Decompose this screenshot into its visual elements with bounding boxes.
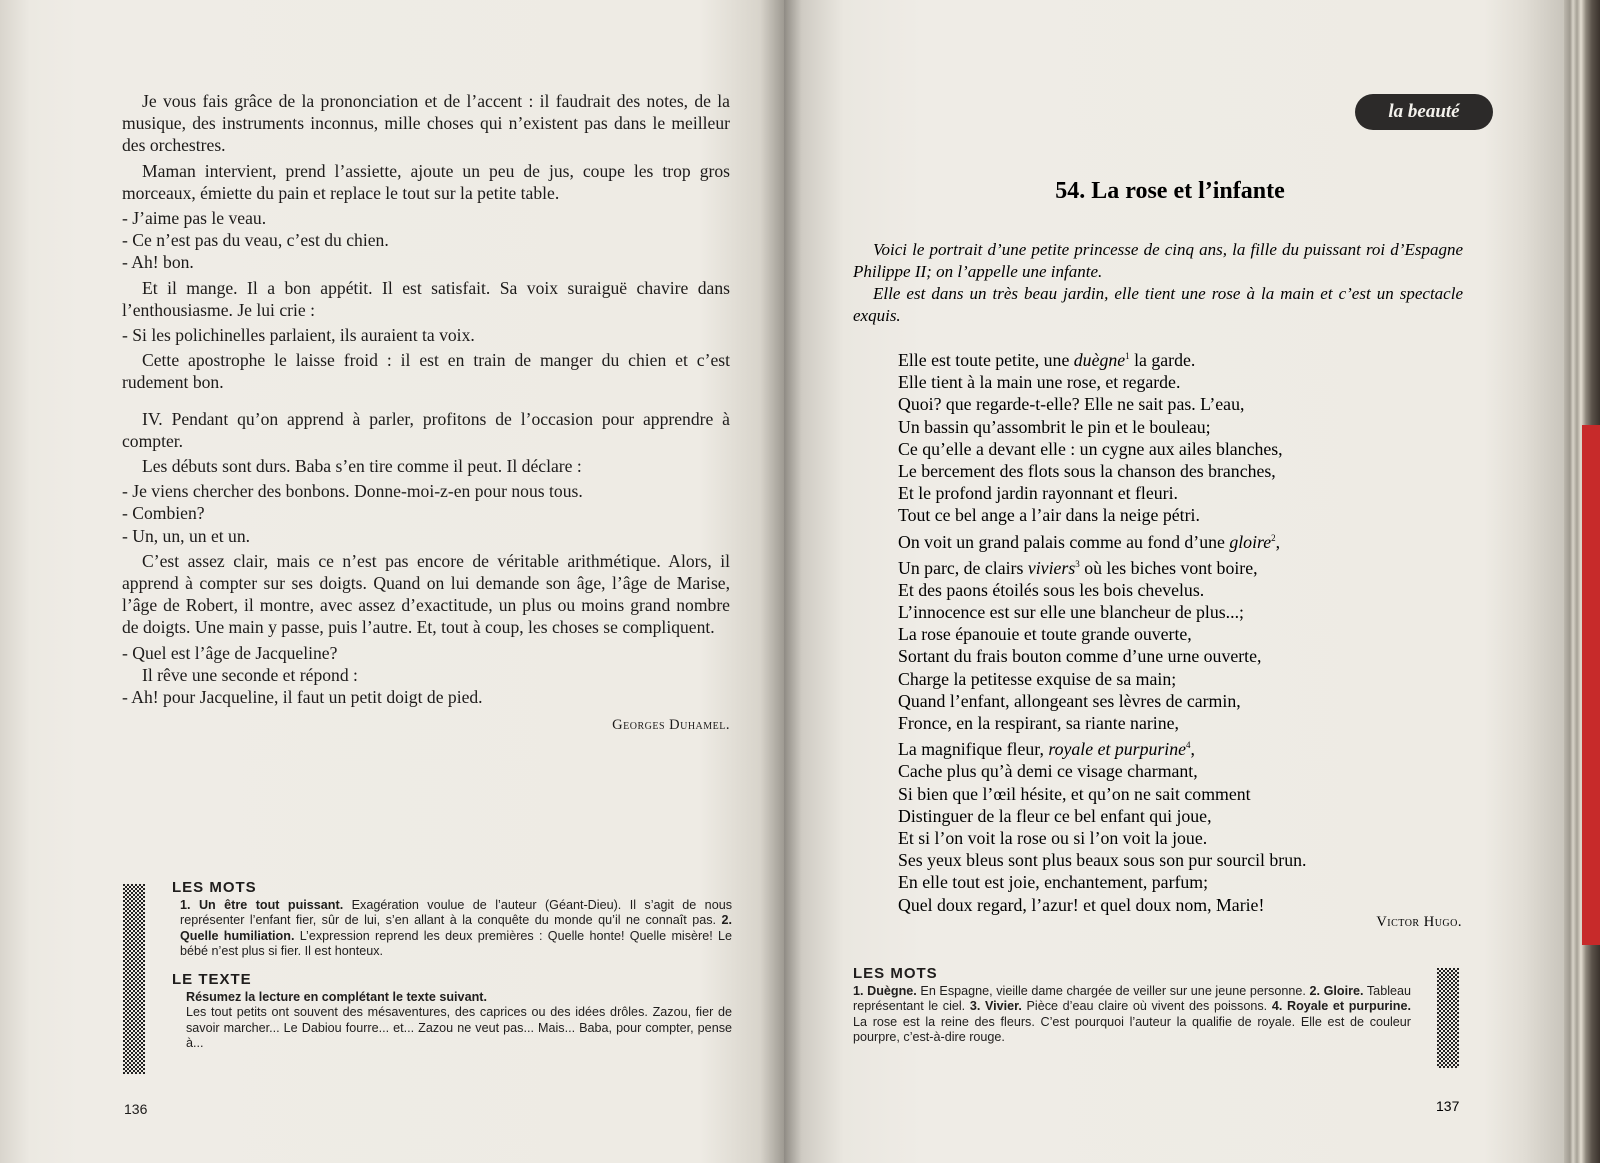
- poem-line: [898, 553, 1306, 579]
- poem-line: Distinguer de la fleur ce bel enfant qui joue,: [898, 805, 1212, 826]
- texte-instruction: Résumez la lecture en complétant le texte suivant.: [186, 989, 487, 1004]
- mots-heading: LES MOTS: [172, 879, 257, 896]
- mots-term: Vivier.: [984, 999, 1022, 1014]
- checker-bar-decoration: [123, 884, 145, 1074]
- poem: [898, 345, 1306, 916]
- mots-number: 1.: [853, 983, 864, 998]
- glossed-word: viviers: [1027, 557, 1076, 578]
- left-page: [0, 0, 784, 1163]
- checker-bar-decoration: [1437, 968, 1459, 1068]
- poem-line: Quel doux regard, l’azur! et quel doux nom, Marie!: [898, 894, 1265, 915]
- author-signature: Victor Hugo.: [1376, 914, 1462, 930]
- poem-line: Le bercement des flots sous la chanson des branches,: [898, 460, 1276, 481]
- verse-text: ,: [1190, 739, 1195, 760]
- poem-line: Si bien que l’œil hésite, et qu’on ne sait comment: [898, 783, 1251, 804]
- mots-definition: La rose est la reine des fleurs. C’est pourquoi l’auteur la qualifie de royale. Elle est de couleur pourpre, c’est-à-dire rouge.: [853, 1014, 1411, 1045]
- verse-text: Un parc, de clairs: [898, 557, 1028, 578]
- bookmark-tab-decoration: [1582, 425, 1600, 945]
- mots-number: 3.: [969, 999, 981, 1014]
- mots-definition: L’expression reprend les deux premières : Quelle honte! Quelle misère! Le bébé n’est plus si fier. Il est honteux.: [180, 928, 733, 959]
- glossed-word: royale et purpurine: [1048, 739, 1186, 760]
- verse-text: ,: [1275, 531, 1281, 552]
- poem-line: Elle tient à la main une rose, et regarde.: [898, 372, 1181, 393]
- page-number: 136: [124, 1101, 148, 1117]
- intro-text: [853, 239, 1463, 327]
- poem-line: Charge la petitesse exquise de sa main;: [898, 668, 1177, 689]
- dialogue-line: - Un, un, un et un.: [122, 525, 251, 546]
- mots-number: 2.: [1309, 983, 1320, 998]
- dialogue-line: - Ah! bon.: [122, 252, 194, 273]
- poem-line: Fronce, en la respirant, sa riante narine,: [898, 713, 1179, 734]
- mots-text: [853, 984, 1411, 1046]
- paragraph: Maman intervient, prend l’assiette, ajoute un peu de jus, coupe les trop gros morceaux, émiette du pain et replace le tout sur la petite table.: [122, 160, 730, 203]
- paragraph: Les débuts sont durs. Baba s’en tire comme il peut. Il déclare :: [142, 456, 582, 477]
- paragraph: Et il mange. Il a bon appétit. Il est satisfait. Sa voix suraiguë chavire dans l’enthousiasme. Je lui crie :: [122, 277, 730, 320]
- poem-line: Un bassin qu’assombrit le pin et le bouleau;: [898, 416, 1211, 437]
- dialogue-line: - Ah! pour Jacqueline, il faut un petit doigt de pied.: [122, 687, 483, 708]
- verse-text: la garde.: [1129, 349, 1196, 370]
- dialogue-line: - Quel est l’âge de Jacqueline?: [122, 642, 338, 663]
- poem-line: Ce qu’elle a devant elle : un cygne aux ailes blanches,: [898, 438, 1283, 459]
- mots-number: 1.: [180, 897, 191, 912]
- poem-line: En elle tout est joie, enchantement, parfum;: [898, 872, 1209, 893]
- paragraph: Il rêve une seconde et répond :: [142, 664, 358, 685]
- dialogue-line: - J’aime pas le veau.: [122, 208, 267, 229]
- texte-body: Les tout petits ont souvent des mésaventures, des caprices ou des idées drôles. Zazou, fier de savoir marcher... Le Dabiou fourre... et... Zazou ne veut pas... Mais... Baba, pour compter, pense à...: [186, 1005, 732, 1051]
- poem-line: Et si l’on voit la rose ou si l’on voit la joue.: [898, 827, 1208, 848]
- footnote-ref: 3: [1075, 558, 1080, 569]
- mots-text: [172, 898, 732, 960]
- intro-paragraph: Elle est dans un très beau jardin, elle tient une rose à la main et c’est un spectacle exquis.: [853, 284, 1463, 325]
- glossed-word: gloire: [1229, 531, 1272, 552]
- chapter-title: 54. La rose et l’infante: [1055, 178, 1285, 204]
- dialogue-line: - Combien?: [122, 503, 205, 524]
- mots-term: Royale et purpurine.: [1286, 999, 1412, 1014]
- verse-text: où les biches vont boire,: [1079, 557, 1258, 578]
- mots-number: 2.: [721, 913, 732, 928]
- dialogue-line: - Si les polichinelles parlaient, ils auraient ta voix.: [122, 325, 475, 346]
- poem-line: Et le profond jardin rayonnant et fleuri.: [898, 483, 1178, 504]
- poem-line: [898, 734, 1306, 760]
- poem-line: L’innocence est sur elle une blancheur de plus...;: [898, 602, 1244, 622]
- mots-definition: Exagération voulue de l’auteur (Géant-Dieu). Il s’agit de nous représenter l’enfant fier, sûr de lui, s’en allant à la conquête du monde qu’il ne connaît pas.: [180, 897, 732, 928]
- poem-line: La rose épanouie et toute grande ouverte,: [898, 624, 1192, 645]
- dialogue-line: - Je viens chercher des bonbons. Donne-moi-z-en pour nous tous.: [122, 481, 583, 502]
- poem-line: Quoi? que regarde-t-elle? Elle ne sait pas. L’eau,: [898, 394, 1245, 415]
- verse-text: Elle est toute petite, une: [898, 349, 1074, 370]
- section-paragraph: IV. Pendant qu’on apprend à parler, profitons de l’occasion pour apprendre à compter.: [122, 408, 730, 451]
- glossed-word: duègne: [1073, 349, 1126, 370]
- left-page-text: [122, 90, 730, 736]
- poem-line: [898, 527, 1306, 553]
- poem-line: Cache plus qu’à demi ce visage charmant,: [898, 761, 1198, 782]
- paragraph: C’est assez clair, mais ce n’est pas encore de véritable arithmétique. Alors, il apprend à compter sur ses doigts. Quand on lui demande son âge, l’âge de Marise, l’âge de Robert, il montre, avec assez d’exactitude, un plus ou moins grand nombre de doigts. Une main y passe, puis l’autre. Et, tout à coup, les choses se compliquent.: [122, 550, 730, 638]
- footnote-ref: 1: [1125, 351, 1130, 361]
- texte-heading: LE TEXTE: [172, 970, 252, 988]
- author-signature: Georges Duhamel.: [612, 717, 730, 734]
- mots-definition: Tableau représentant le ciel.: [853, 983, 1412, 1014]
- vocabulary-box: [172, 880, 732, 1052]
- mots-definition: En Espagne, vieille dame chargée de veiller sur une jeune personne.: [920, 983, 1306, 998]
- mots-heading: LES MOTS: [853, 965, 938, 982]
- poem-line: Quand l’enfant, allongeant ses lèvres de carmin,: [898, 690, 1241, 711]
- paragraph: Cette apostrophe le laisse froid : il est en train de manger du chien et c’est rudement bon.: [122, 350, 730, 393]
- mots-term: Un être tout puissant.: [198, 897, 344, 912]
- poem-line: Ses yeux bleus sont plus beaux sous son pur sourcil brun.: [898, 850, 1307, 871]
- vocabulary-box: [853, 966, 1411, 1046]
- footnote-ref: 2: [1271, 532, 1276, 543]
- footnote-ref: 4: [1186, 740, 1191, 751]
- verse-text: On voit un grand palais comme au fond d’une: [898, 531, 1230, 552]
- page-number: 137: [1436, 1098, 1460, 1114]
- poem-line: Tout ce bel ange a l’air dans la neige pétri.: [898, 505, 1200, 526]
- intro-paragraph: Voici le portrait d’une petite princesse de cinq ans, la fille du puissant roi d’Espagne Philippe II; on l’appelle une infante.: [853, 240, 1463, 281]
- verse-text: La magnifique fleur,: [898, 739, 1049, 760]
- poem-line: Sortant du frais bouton comme d’une urne ouverte,: [898, 646, 1262, 667]
- paragraph: Je vous fais grâce de la prononciation et de l’accent : il faudrait des notes, de la musique, des instruments inconnus, mille choses qui n’existent pas dans le meilleur des orchestres.: [122, 91, 730, 156]
- mots-term: Quelle humiliation.: [180, 928, 295, 943]
- dialogue-line: - Ce n’est pas du veau, c’est du chien.: [122, 230, 389, 251]
- mots-term: Duègne.: [867, 983, 917, 998]
- mots-number: 4.: [1271, 999, 1283, 1014]
- poem-line: Et des paons étoilés sous les bois chevelus.: [898, 579, 1205, 600]
- mots-term: Gloire.: [1323, 983, 1364, 998]
- theme-badge: la beauté: [1355, 94, 1493, 130]
- poem-line: [898, 345, 1306, 371]
- mots-definition: Pièce d’eau claire où vivent des poissons.: [1026, 999, 1268, 1014]
